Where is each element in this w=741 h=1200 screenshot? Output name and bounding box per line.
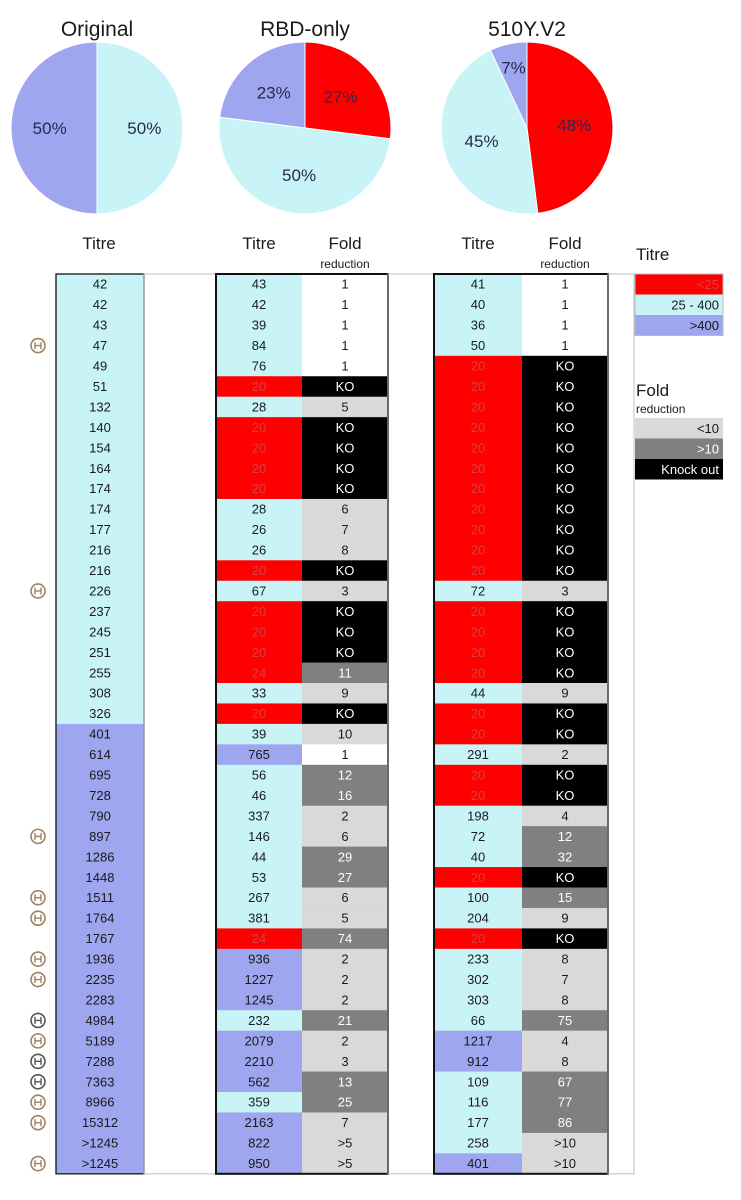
cell-original-titre-value: 7288 xyxy=(85,1053,115,1069)
circled-h-icon-glyph xyxy=(35,1078,41,1085)
cell-v2-fold-value: 15 xyxy=(557,890,573,906)
pie-slice-label: 50% xyxy=(282,165,317,185)
cell-v2-fold-value: 4 xyxy=(561,1033,569,1049)
cell-rbd-fold-value: 7 xyxy=(341,1115,349,1131)
cell-v2-titre-value: 20 xyxy=(470,644,486,660)
cell-original-titre-value: 1511 xyxy=(86,890,114,906)
cell-v2-fold-value: 86 xyxy=(557,1115,573,1131)
cell-v2-titre-value: 20 xyxy=(470,931,486,947)
cell-rbd-fold-value: KO xyxy=(335,378,355,394)
cell-v2-fold-value: KO xyxy=(555,563,575,579)
cell-v2-fold-value: KO xyxy=(555,931,575,947)
cell-rbd-fold-value: 7 xyxy=(341,522,349,538)
cell-rbd-fold-value: KO xyxy=(335,624,355,640)
pie-title: RBD-only xyxy=(260,18,350,41)
cell-rbd-fold-value: 27 xyxy=(337,869,353,885)
cell-v2-fold-value: KO xyxy=(555,358,575,374)
cell-original-titre-value: 308 xyxy=(89,685,111,701)
cell-v2-titre-value: 177 xyxy=(467,1115,489,1131)
cell-v2-fold-value: 7 xyxy=(561,972,569,988)
cell-v2-fold-value: KO xyxy=(555,644,575,660)
cell-v2-fold-value: 8 xyxy=(561,992,569,1008)
cell-original-titre-value: 614 xyxy=(89,747,111,763)
cell-v2-titre-value: 20 xyxy=(470,522,486,538)
cell-v2-titre-value: 44 xyxy=(470,685,486,701)
cell-v2-titre-value: 20 xyxy=(470,358,486,374)
circled-h-icon-glyph xyxy=(35,956,41,963)
cell-rbd-titre-value: 24 xyxy=(251,665,267,681)
cell-v2-fold-value: >10 xyxy=(553,1135,577,1151)
cell-rbd-fold-value: KO xyxy=(335,563,355,579)
cell-original-titre-value: 51 xyxy=(92,378,108,394)
cell-rbd-titre-value: 20 xyxy=(251,419,267,435)
cell-v2-fold-value: 1 xyxy=(561,297,569,313)
circled-h-icon-glyph xyxy=(35,1017,41,1024)
cell-rbd-fold-value: 5 xyxy=(341,399,349,415)
pie-slice-label: 45% xyxy=(464,132,499,152)
pie-slice-label: 48% xyxy=(557,116,592,136)
cell-v2-titre-value: 302 xyxy=(467,972,489,988)
circled-h-icon-glyph xyxy=(35,1119,41,1126)
cell-original-titre-value: >1245 xyxy=(81,1156,119,1172)
cell-rbd-titre-value: 76 xyxy=(251,358,267,374)
cell-rbd-titre-value: 950 xyxy=(248,1156,270,1172)
cell-rbd-titre-value: 765 xyxy=(248,747,270,763)
cell-v2-fold-value: 8 xyxy=(561,951,569,967)
circled-h-icon-glyph xyxy=(35,342,41,349)
cell-original-titre-value: 1448 xyxy=(85,869,115,885)
cell-v2-titre-value: 198 xyxy=(467,808,489,824)
cell-v2-fold-value: 75 xyxy=(557,1012,573,1028)
cell-v2-titre-value: 41 xyxy=(470,276,486,292)
cell-rbd-fold-value: KO xyxy=(335,460,355,476)
cell-v2-fold-value: 9 xyxy=(561,685,569,701)
cell-rbd-fold-value: 74 xyxy=(337,931,353,947)
cell-v2-titre-value: 291 xyxy=(467,747,489,763)
cell-rbd-titre-value: 2079 xyxy=(244,1033,274,1049)
cell-original-titre-value: 174 xyxy=(89,501,111,517)
cell-original-titre-value: 42 xyxy=(92,276,108,292)
cell-v2-titre-value: 40 xyxy=(470,297,486,313)
cell-rbd-fold-value: 6 xyxy=(341,890,349,906)
cell-v2-fold-value: KO xyxy=(555,869,575,885)
legend-titre-label: <25 xyxy=(696,277,719,292)
cell-rbd-fold-value: 1 xyxy=(341,338,349,354)
cell-original-titre-value: 8966 xyxy=(85,1094,115,1110)
cell-original-titre-value: 1764 xyxy=(85,910,115,926)
cell-rbd-fold-value: 2 xyxy=(341,808,349,824)
cell-rbd-fold-value: 13 xyxy=(337,1074,353,1090)
cell-original-titre-value: 226 xyxy=(89,583,111,599)
cell-original-titre-value: 1767 xyxy=(85,931,115,947)
cell-rbd-fold-value: 16 xyxy=(337,787,353,803)
cell-v2-titre-value: 258 xyxy=(467,1135,489,1151)
cell-original-titre-value: 245 xyxy=(89,624,111,640)
cell-v2-fold-value: 67 xyxy=(557,1074,573,1090)
column-header-titre: Titre xyxy=(242,234,276,253)
circled-h-icon-glyph xyxy=(35,915,41,922)
cell-v2-fold-value: 9 xyxy=(561,910,569,926)
cell-original-titre-value: 43 xyxy=(92,317,108,333)
cell-rbd-fold-value: 11 xyxy=(338,665,352,681)
cell-v2-fold-value: KO xyxy=(555,378,575,394)
cell-v2-fold-value: KO xyxy=(555,767,575,783)
cell-v2-fold-value: KO xyxy=(555,787,575,803)
cell-v2-fold-value: 4 xyxy=(561,808,569,824)
circled-h-icon-glyph xyxy=(35,1058,41,1065)
cell-rbd-titre-value: 1245 xyxy=(244,992,274,1008)
cell-v2-titre-value: 20 xyxy=(470,440,486,456)
cell-v2-titre-value: 20 xyxy=(470,542,486,558)
cell-rbd-titre-value: 42 xyxy=(251,297,267,313)
cell-original-titre-value: 695 xyxy=(89,767,111,783)
cell-v2-titre-value: 912 xyxy=(467,1053,489,1069)
cell-original-titre-value: 2283 xyxy=(85,992,115,1008)
cell-rbd-titre-value: 33 xyxy=(251,685,267,701)
cell-v2-titre-value: 20 xyxy=(470,460,486,476)
cell-rbd-titre-value: 20 xyxy=(251,603,267,619)
cell-rbd-fold-value: 2 xyxy=(341,951,349,967)
legend-fold-label: Knock out xyxy=(661,462,719,477)
cell-original-titre-value: 237 xyxy=(89,603,111,619)
cell-v2-titre-value: 204 xyxy=(467,910,489,926)
circled-h-icon-glyph xyxy=(35,976,41,983)
cell-v2-titre-value: 20 xyxy=(470,501,486,517)
cell-v2-fold-value: KO xyxy=(555,481,575,497)
circled-h-icon-glyph xyxy=(35,1160,41,1167)
cell-v2-titre-value: 20 xyxy=(470,603,486,619)
cell-original-titre-value: 326 xyxy=(89,706,111,722)
cell-v2-fold-value: KO xyxy=(555,624,575,640)
legend-titre-label: 25 - 400 xyxy=(671,297,719,313)
cell-rbd-titre-value: 43 xyxy=(251,276,267,292)
cell-original-titre-value: 401 xyxy=(89,726,111,742)
cell-v2-titre-value: 109 xyxy=(467,1074,489,1090)
cell-original-titre-value: 728 xyxy=(89,787,111,803)
cell-rbd-fold-value: KO xyxy=(335,481,355,497)
cell-rbd-titre-value: 562 xyxy=(248,1074,270,1090)
circled-h-icon-glyph xyxy=(35,1099,41,1106)
cell-rbd-titre-value: 56 xyxy=(251,767,267,783)
cell-v2-titre-value: 20 xyxy=(470,563,486,579)
cell-rbd-fold-value: 29 xyxy=(337,849,353,865)
cell-rbd-titre-value: 28 xyxy=(251,501,267,517)
cell-rbd-titre-value: 24 xyxy=(251,931,267,947)
cell-rbd-fold-value: KO xyxy=(335,419,355,435)
cell-original-titre-value: 5189 xyxy=(85,1033,115,1049)
cell-rbd-fold-value: 25 xyxy=(337,1094,353,1110)
cell-rbd-fold-value: 6 xyxy=(341,501,349,517)
pie-slice-label: 50% xyxy=(127,119,162,138)
cell-rbd-titre-value: 359 xyxy=(248,1094,270,1110)
cell-v2-fold-value: 32 xyxy=(557,849,573,865)
cell-rbd-fold-value: 10 xyxy=(337,726,353,742)
cell-original-titre-value: 7363 xyxy=(85,1074,115,1090)
cell-rbd-fold-value: 5 xyxy=(341,910,349,926)
cell-original-titre-value: 251 xyxy=(89,644,111,660)
legend-titre-label: >400 xyxy=(689,318,719,333)
cell-rbd-titre-value: 1227 xyxy=(244,972,274,988)
cell-rbd-fold-value: >5 xyxy=(337,1156,353,1172)
cell-v2-titre-value: 20 xyxy=(470,378,486,394)
cell-v2-titre-value: 20 xyxy=(470,726,486,742)
cell-original-titre-value: 216 xyxy=(89,563,111,579)
column-header-fold: Fold xyxy=(328,234,362,253)
cell-rbd-fold-value: KO xyxy=(335,603,355,619)
cell-rbd-fold-value: 2 xyxy=(341,1033,349,1049)
cell-rbd-titre-value: 39 xyxy=(251,726,267,742)
cell-v2-titre-value: 1217 xyxy=(463,1033,493,1049)
gap-frame xyxy=(608,274,634,1174)
legend-fold-label: <10 xyxy=(696,421,719,436)
pie-slice-label: 23% xyxy=(256,83,291,103)
cell-original-titre-value: 164 xyxy=(89,460,111,476)
cell-v2-fold-value: KO xyxy=(555,501,575,517)
cell-rbd-titre-value: 26 xyxy=(251,542,267,558)
cell-v2-fold-value: >10 xyxy=(553,1156,577,1172)
cell-v2-titre-value: 20 xyxy=(470,399,486,415)
cell-rbd-titre-value: 267 xyxy=(248,890,270,906)
cell-v2-titre-value: 20 xyxy=(470,767,486,783)
cell-rbd-titre-value: 20 xyxy=(251,460,267,476)
cell-rbd-titre-value: 44 xyxy=(251,849,267,865)
cell-v2-fold-value: KO xyxy=(555,542,575,558)
cell-rbd-fold-value: KO xyxy=(335,706,355,722)
cell-rbd-titre-value: 28 xyxy=(251,399,267,415)
cell-v2-fold-value: 1 xyxy=(561,276,569,292)
cell-rbd-fold-value: 1 xyxy=(341,317,349,333)
cell-original-titre-value: 790 xyxy=(89,808,111,824)
pie-title: Original xyxy=(60,18,134,41)
cell-v2-fold-value: KO xyxy=(555,460,575,476)
cell-v2-fold-value: 1 xyxy=(561,317,569,333)
cell-rbd-titre-value: 822 xyxy=(248,1135,270,1151)
column-header-fold-sub: reduction xyxy=(320,257,370,271)
circled-h-icon-glyph xyxy=(35,587,41,594)
legend-fold-subtitle: reduction xyxy=(636,402,686,416)
legend-fold-title: Fold xyxy=(636,381,670,400)
column-header-fold-sub: reduction xyxy=(540,257,590,271)
cell-rbd-fold-value: KO xyxy=(335,644,355,660)
cell-rbd-titre-value: 20 xyxy=(251,644,267,660)
cell-v2-fold-value: 12 xyxy=(557,828,573,844)
cell-rbd-titre-value: 84 xyxy=(251,338,267,354)
cell-original-titre-value: >1245 xyxy=(81,1135,119,1151)
cell-rbd-titre-value: 53 xyxy=(251,869,267,885)
legend-titre-title: Titre xyxy=(636,245,670,264)
cell-original-titre-value: 154 xyxy=(89,440,111,456)
cell-rbd-titre-value: 20 xyxy=(251,440,267,456)
cell-rbd-fold-value: 12 xyxy=(337,767,353,783)
cell-v2-titre-value: 100 xyxy=(467,890,489,906)
cell-v2-fold-value: KO xyxy=(555,399,575,415)
cell-rbd-fold-value: 3 xyxy=(341,1053,349,1069)
cell-original-titre-value: 216 xyxy=(89,542,111,558)
cell-original-titre-value: 1286 xyxy=(85,849,115,865)
cell-rbd-fold-value: 9 xyxy=(341,685,349,701)
cell-rbd-titre-value: 20 xyxy=(251,378,267,394)
cell-v2-titre-value: 72 xyxy=(470,583,486,599)
cell-v2-titre-value: 20 xyxy=(470,481,486,497)
cell-rbd-titre-value: 232 xyxy=(248,1012,270,1028)
cell-v2-fold-value: 3 xyxy=(561,583,569,599)
cell-v2-titre-value: 233 xyxy=(467,951,489,967)
cell-rbd-fold-value: 8 xyxy=(341,542,349,558)
cell-v2-fold-value: KO xyxy=(555,440,575,456)
cell-v2-fold-value: KO xyxy=(555,706,575,722)
cell-original-titre-value: 177 xyxy=(89,522,111,538)
cell-rbd-titre-value: 20 xyxy=(251,706,267,722)
cell-v2-fold-value: KO xyxy=(555,603,575,619)
circled-h-icon-glyph xyxy=(35,894,41,901)
cell-rbd-fold-value: 21 xyxy=(337,1012,353,1028)
column-header-titre: Titre xyxy=(461,234,495,253)
cell-original-titre-value: 255 xyxy=(89,665,111,681)
cell-rbd-titre-value: 20 xyxy=(251,563,267,579)
legend-fold-label: >10 xyxy=(696,441,719,457)
pie-slice-label: 27% xyxy=(323,87,358,107)
cell-rbd-titre-value: 337 xyxy=(248,808,270,824)
gap-frame xyxy=(144,274,216,1174)
cell-v2-titre-value: 20 xyxy=(470,706,486,722)
cell-original-titre-value: 47 xyxy=(92,338,108,354)
cell-v2-fold-value: 1 xyxy=(561,338,569,354)
cell-original-titre-value: 132 xyxy=(89,399,111,415)
cell-rbd-titre-value: 2163 xyxy=(244,1115,274,1131)
cell-v2-titre-value: 20 xyxy=(470,419,486,435)
cell-original-titre-value: 897 xyxy=(89,828,111,844)
cell-rbd-fold-value: 1 xyxy=(341,297,349,313)
cell-rbd-titre-value: 20 xyxy=(251,624,267,640)
cell-v2-titre-value: 50 xyxy=(470,338,486,354)
cell-rbd-titre-value: 20 xyxy=(251,481,267,497)
cell-v2-titre-value: 66 xyxy=(470,1012,486,1028)
pie-slice-label: 7% xyxy=(501,58,526,78)
cell-rbd-fold-value: 6 xyxy=(341,828,349,844)
cell-v2-titre-value: 116 xyxy=(467,1094,489,1110)
cell-rbd-fold-value: >5 xyxy=(337,1135,353,1151)
cell-rbd-titre-value: 26 xyxy=(251,522,267,538)
column-header-titre: Titre xyxy=(82,234,116,253)
cell-v2-fold-value: 2 xyxy=(561,747,569,763)
cell-v2-fold-value: 77 xyxy=(557,1094,573,1110)
cell-rbd-fold-value: 2 xyxy=(341,992,349,1008)
circled-h-icon-glyph xyxy=(35,833,41,840)
circled-h-icon-glyph xyxy=(35,1037,41,1044)
cell-rbd-fold-value: KO xyxy=(335,440,355,456)
cell-rbd-fold-value: 1 xyxy=(341,747,349,763)
cell-rbd-titre-value: 67 xyxy=(251,583,267,599)
cell-original-titre-value: 4984 xyxy=(85,1012,115,1028)
cell-rbd-titre-value: 2210 xyxy=(244,1053,274,1069)
gap-frame xyxy=(388,274,434,1174)
cell-rbd-fold-value: 1 xyxy=(341,358,349,374)
column-header-fold: Fold xyxy=(548,234,582,253)
cell-rbd-titre-value: 936 xyxy=(248,951,270,967)
cell-v2-fold-value: 8 xyxy=(561,1053,569,1069)
pie-title: 510Y.V2 xyxy=(488,18,566,41)
cell-original-titre-value: 49 xyxy=(92,358,108,374)
cell-rbd-titre-value: 146 xyxy=(248,828,270,844)
cell-v2-fold-value: KO xyxy=(555,419,575,435)
cell-original-titre-value: 174 xyxy=(89,481,111,497)
cell-v2-fold-value: KO xyxy=(555,726,575,742)
cell-rbd-fold-value: 3 xyxy=(341,583,349,599)
cell-original-titre-value: 1936 xyxy=(85,951,115,967)
cell-v2-titre-value: 36 xyxy=(470,317,486,333)
pie-slice-label: 50% xyxy=(32,119,67,138)
cell-v2-titre-value: 72 xyxy=(470,828,486,844)
cell-original-titre-value: 15312 xyxy=(81,1115,119,1131)
cell-original-titre-value: 140 xyxy=(89,419,111,435)
cell-original-titre-value: 42 xyxy=(92,297,108,313)
cell-v2-titre-value: 20 xyxy=(470,665,486,681)
cell-v2-titre-value: 303 xyxy=(467,992,489,1008)
cell-v2-titre-value: 20 xyxy=(470,869,486,885)
cell-v2-titre-value: 40 xyxy=(470,849,486,865)
cell-rbd-titre-value: 381 xyxy=(248,910,270,926)
cell-v2-fold-value: KO xyxy=(555,522,575,538)
cell-rbd-titre-value: 39 xyxy=(251,317,267,333)
cell-v2-titre-value: 20 xyxy=(470,624,486,640)
cell-original-titre-value: 2235 xyxy=(85,972,115,988)
cell-rbd-fold-value: 1 xyxy=(341,276,349,292)
cell-v2-titre-value: 20 xyxy=(470,787,486,803)
cell-v2-titre-value: 401 xyxy=(467,1156,489,1172)
cell-rbd-titre-value: 46 xyxy=(251,787,267,803)
cell-rbd-fold-value: 2 xyxy=(341,972,349,988)
cell-v2-fold-value: KO xyxy=(555,665,575,681)
